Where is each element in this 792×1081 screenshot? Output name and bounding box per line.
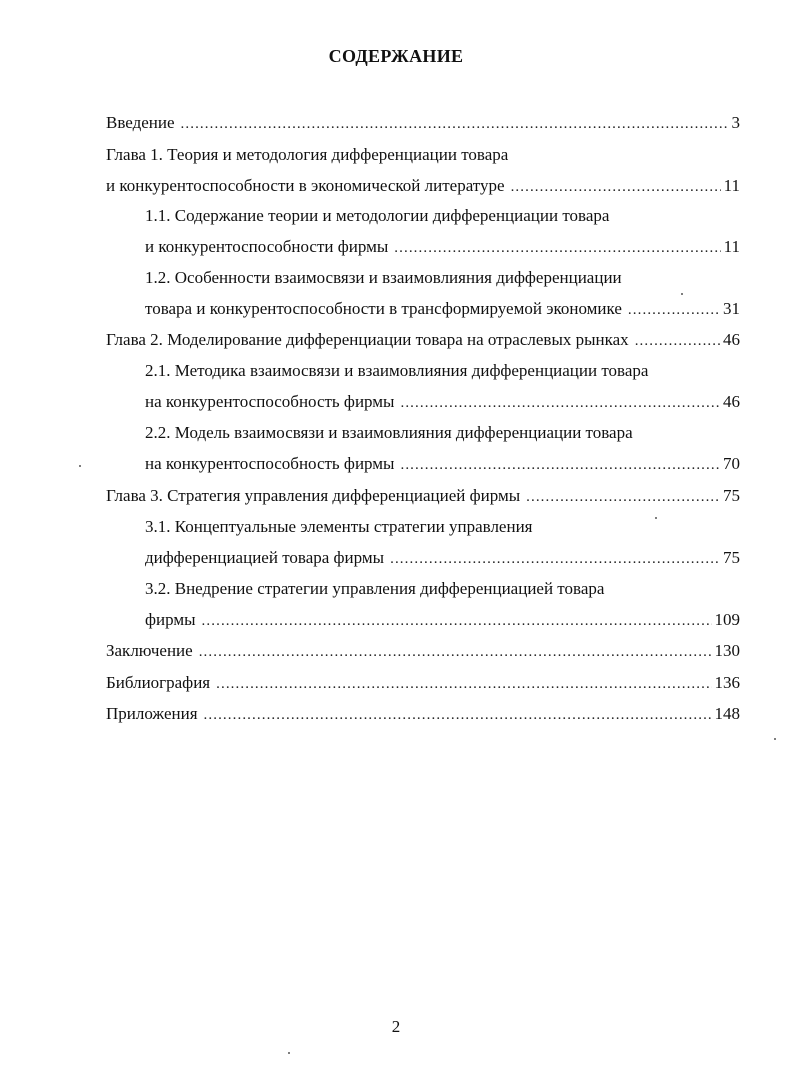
dot-leader [390, 548, 720, 570]
page-number: 2 [391, 1017, 401, 1036]
dot-leader [202, 610, 712, 632]
toc-entry-page: 11 [723, 176, 740, 195]
toc-section-1-1-line1: 1.1. Содержание теории и методологии дифференциации товара [145, 206, 610, 225]
toc-section-2-2 [145, 453, 740, 475]
toc-section-2-1-line1: 2.1. Методика взаимосвязи и взаимовлияния дифференциации товара [145, 361, 649, 380]
toc-section-3-2 [145, 609, 740, 631]
dot-leader [181, 113, 729, 135]
toc-entry-title: и конкурентоспособности в экономической литературе [106, 176, 505, 195]
toc-entry-title: товара и конкурентоспособности в трансформируемой экономике [145, 299, 622, 318]
dot-leader [635, 330, 720, 352]
toc-entry-page: 11 [723, 237, 740, 256]
toc-section-2-2-line1: 2.2. Модель взаимосвязи и взаимовлияния дифференциации товара [145, 423, 633, 442]
toc-section-3-2-line1: 3.2. Внедрение стратегии управления дифференциацией товара [145, 579, 605, 598]
scan-speck [681, 293, 683, 295]
toc-section-3-1-line1: 3.1. Концептуальные элементы стратегии управления [145, 517, 533, 536]
toc-entry-page: 46 [723, 330, 740, 349]
toc-entry-page: 46 [723, 392, 740, 411]
toc-entry-intro [106, 112, 740, 134]
scan-speck [655, 517, 657, 519]
toc-entry-title: Заключение [106, 641, 193, 660]
toc-entry-title: Глава 2. Моделирование дифференциации товара на отраслевых рынках [106, 330, 629, 349]
toc-entry-title: Глава 3. Стратегия управления дифференциацией фирмы [106, 486, 521, 505]
dot-leader [511, 176, 721, 198]
toc-entry-title: дифференциацией товара фирмы [145, 548, 385, 567]
toc-entry-page: 75 [723, 486, 740, 505]
toc-chapter-1 [106, 175, 740, 197]
dot-leader [628, 299, 720, 321]
toc-entry-appendix [106, 703, 740, 725]
page-title: СОДЕРЖАНИЕ [328, 46, 464, 66]
toc-section-1-2 [145, 298, 740, 320]
toc-entry-page: 109 [714, 610, 740, 629]
dot-leader [400, 392, 720, 414]
toc-entry-conclusion [106, 640, 740, 662]
dot-leader [204, 704, 712, 726]
dot-leader [199, 641, 712, 663]
toc-section-1-1 [145, 236, 740, 258]
toc-entry-title: Библиография [106, 673, 211, 692]
toc-entry-title: Введение [106, 113, 175, 132]
toc-entry-page: 75 [723, 548, 740, 567]
scan-speck [288, 1052, 290, 1054]
toc-entry-page: 148 [714, 704, 740, 723]
scan-speck [774, 738, 776, 740]
toc-entry-title: Приложения [106, 704, 198, 723]
dot-leader [526, 486, 720, 508]
toc-entry-page: 136 [714, 673, 740, 692]
toc-entry-title: фирмы [145, 610, 196, 629]
toc-chapter-2 [106, 329, 740, 351]
toc-section-3-1 [145, 547, 740, 569]
toc-entry-page: 70 [723, 454, 740, 473]
toc-chapter-3 [106, 485, 740, 507]
toc-entry-page: 31 [723, 299, 740, 318]
dot-leader [216, 673, 711, 695]
scan-speck [79, 465, 81, 467]
toc-entry-page: 3 [731, 113, 740, 132]
toc-entry-title: на конкурентоспособность фирмы [145, 454, 395, 473]
toc-chapter-1-line1: Глава 1. Теория и методология дифференциации товара [106, 145, 509, 164]
toc-section-1-2-line1: 1.2. Особенности взаимосвязи и взаимовлияния дифференциации [145, 268, 622, 287]
toc-entry-title: и конкурентоспособности фирмы [145, 237, 389, 256]
toc-entry-page: 130 [714, 641, 740, 660]
dot-leader [394, 237, 720, 259]
toc-entry-title: на конкурентоспособность фирмы [145, 392, 395, 411]
toc-entry-bibliography [106, 672, 740, 694]
toc-section-2-1 [145, 391, 740, 413]
dot-leader [400, 454, 720, 476]
